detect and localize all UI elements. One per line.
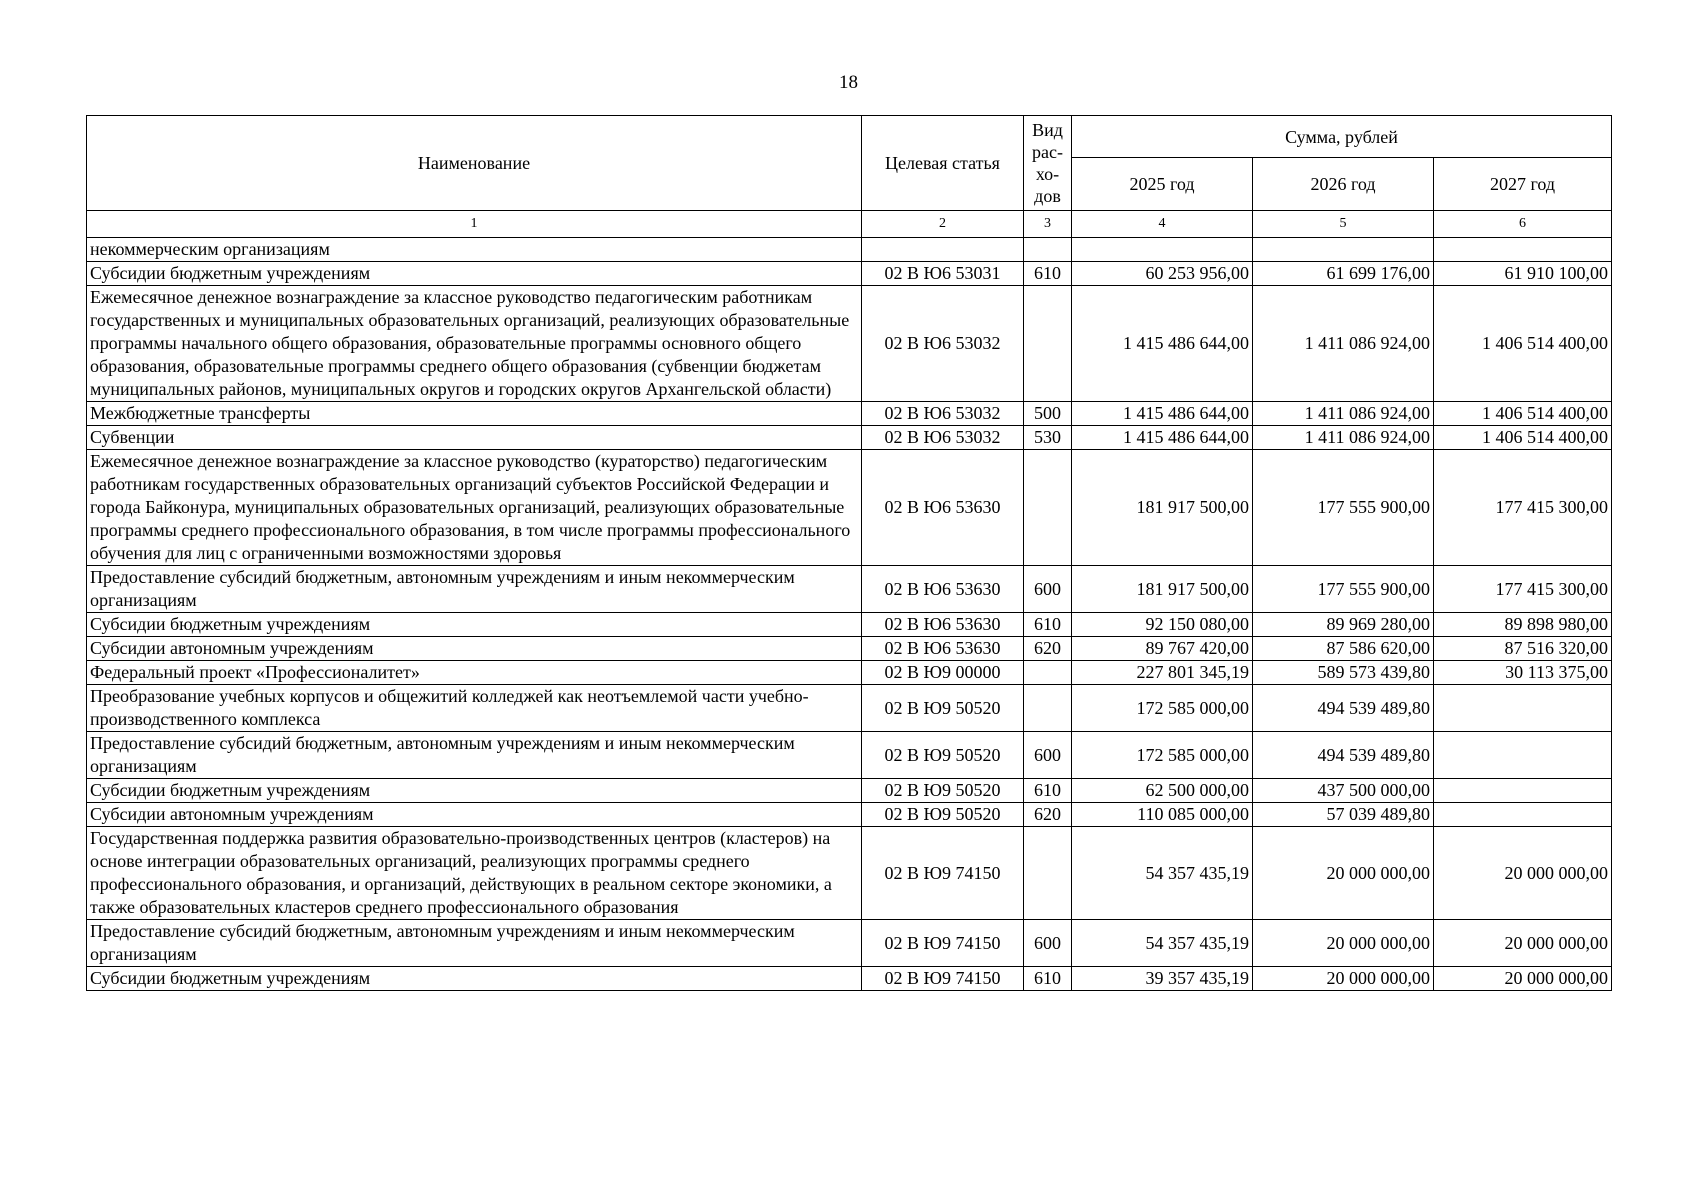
row-amount-2025: 54 357 435,19 [1072,827,1253,920]
row-amount-2025: 181 917 500,00 [1072,566,1253,613]
row-expense-type: 530 [1024,426,1072,450]
row-amount-2027 [1434,779,1612,803]
row-amount-2025: 89 767 420,00 [1072,637,1253,661]
row-amount-2025: 54 357 435,19 [1072,920,1253,967]
row-amount-2026: 177 555 900,00 [1253,450,1434,566]
table-row [87,613,1612,637]
table-row [87,732,1612,779]
row-amount-2025: 1 415 486 644,00 [1072,402,1253,426]
row-name: Субсидии бюджетным учреждениям [87,613,862,637]
table-row [87,262,1612,286]
row-amount-2025: 60 253 956,00 [1072,262,1253,286]
row-target-item: 02 В Ю6 53630 [862,637,1024,661]
row-target-item: 02 В Ю6 53630 [862,450,1024,566]
table-row [87,661,1612,685]
row-expense-type: 500 [1024,402,1072,426]
row-expense-type: 620 [1024,803,1072,827]
row-amount-2026: 177 555 900,00 [1253,566,1434,613]
row-expense-type: 610 [1024,967,1072,991]
row-expense-type: 610 [1024,779,1072,803]
row-name: Ежемесячное денежное вознаграждение за классное руководство педагогическим работникам государственных и муниципальных образовательных организаций, реализующих образовательные программы начального общего образования, образовательные программы основного общего образования, образовательные программы среднего общего образования (субвенции бюджетам муниципальных районов, муниципальных округов и городских округов Архангельской области) [87,286,862,402]
row-name: Субвенции [87,426,862,450]
row-name: Ежемесячное денежное вознаграждение за классное руководство (кураторство) педагогическим работникам государственных образовательных организаций субъектов Российской Федерации и города Байконура, муниципальных образовательных организаций, реализующих образовательные программы среднего профессионального образования, в том числе программы профессионального обучения для лиц с ограниченными возможностями здоровья [87,450,862,566]
row-target-item: 02 В Ю9 50520 [862,685,1024,732]
row-amount-2026: 494 539 489,80 [1253,732,1434,779]
table-row [87,566,1612,613]
row-target-item: 02 В Ю6 53032 [862,286,1024,402]
row-amount-2025: 62 500 000,00 [1072,779,1253,803]
row-expense-type [1024,685,1072,732]
row-amount-2026: 1 411 086 924,00 [1253,402,1434,426]
row-expense-type: 610 [1024,262,1072,286]
row-amount-2026: 437 500 000,00 [1253,779,1434,803]
row-name: Субсидии бюджетным учреждениям [87,262,862,286]
page-number: 18 [839,72,858,93]
row-target-item: 02 В Ю9 50520 [862,732,1024,779]
row-amount-2027: 20 000 000,00 [1434,967,1612,991]
header-year-2026: 2026 год [1253,158,1434,211]
header-year-2025: 2025 год [1072,158,1253,211]
row-amount-2025 [1072,238,1253,262]
row-expense-type: 600 [1024,732,1072,779]
table-row [87,920,1612,967]
row-amount-2027: 89 898 980,00 [1434,613,1612,637]
row-expense-type [1024,661,1072,685]
table-row [87,238,1612,262]
row-target-item: 02 В Ю6 53630 [862,613,1024,637]
table-row [87,637,1612,661]
row-amount-2027: 30 113 375,00 [1434,661,1612,685]
row-name: Государственная поддержка развития образовательно-производственных центров (кластеров) на основе интеграции образовательных организаций, реализующих программы среднего профессионального образования, и организаций, действующих в реальном секторе экономики, а также образовательных кластеров среднего профессионального образования [87,827,862,920]
table-row [87,685,1612,732]
row-amount-2027: 177 415 300,00 [1434,450,1612,566]
row-target-item: 02 В Ю9 50520 [862,779,1024,803]
table-row [87,827,1612,920]
row-expense-type: 600 [1024,920,1072,967]
column-number: 6 [1434,211,1612,238]
header-year-2027: 2027 год [1434,158,1612,211]
row-amount-2025: 1 415 486 644,00 [1072,426,1253,450]
row-amount-2025: 172 585 000,00 [1072,685,1253,732]
row-expense-type [1024,286,1072,402]
row-target-item: 02 В Ю9 74150 [862,827,1024,920]
row-amount-2027: 177 415 300,00 [1434,566,1612,613]
table-row [87,803,1612,827]
row-target-item: 02 В Ю6 53031 [862,262,1024,286]
row-amount-2027: 1 406 514 400,00 [1434,426,1612,450]
row-amount-2026: 20 000 000,00 [1253,920,1434,967]
row-amount-2025: 1 415 486 644,00 [1072,286,1253,402]
row-amount-2026: 57 039 489,80 [1253,803,1434,827]
row-name: Субсидии автономным учреждениям [87,803,862,827]
column-number: 5 [1253,211,1434,238]
row-amount-2026: 87 586 620,00 [1253,637,1434,661]
row-amount-2027 [1434,685,1612,732]
row-amount-2026: 61 699 176,00 [1253,262,1434,286]
row-expense-type: 610 [1024,613,1072,637]
table-row [87,450,1612,566]
row-amount-2026: 89 969 280,00 [1253,613,1434,637]
row-name: Межбюджетные трансферты [87,402,862,426]
row-amount-2027: 87 516 320,00 [1434,637,1612,661]
header-expense-type: Вид рас-хо-дов [1024,116,1072,211]
row-target-item: 02 В Ю9 00000 [862,661,1024,685]
row-amount-2026: 589 573 439,80 [1253,661,1434,685]
row-name: Субсидии бюджетным учреждениям [87,779,862,803]
row-expense-type [1024,827,1072,920]
row-amount-2026: 1 411 086 924,00 [1253,426,1434,450]
header-name: Наименование [87,116,862,211]
row-amount-2027 [1434,238,1612,262]
column-number: 4 [1072,211,1253,238]
row-name: Федеральный проект «Профессионалитет» [87,661,862,685]
row-amount-2027 [1434,732,1612,779]
row-amount-2026 [1253,238,1434,262]
row-amount-2025: 181 917 500,00 [1072,450,1253,566]
row-amount-2026: 20 000 000,00 [1253,827,1434,920]
row-target-item: 02 В Ю9 74150 [862,967,1024,991]
row-target-item: 02 В Ю9 50520 [862,803,1024,827]
row-expense-type [1024,450,1072,566]
row-amount-2027: 1 406 514 400,00 [1434,286,1612,402]
row-expense-type: 600 [1024,566,1072,613]
table-row [87,402,1612,426]
row-name: Предоставление субсидий бюджетным, автономным учреждениям и иным некоммерческим организациям [87,566,862,613]
header-sum: Сумма, рублей [1072,116,1612,158]
column-number: 1 [87,211,862,238]
row-amount-2027 [1434,803,1612,827]
row-amount-2027: 20 000 000,00 [1434,827,1612,920]
row-amount-2025: 92 150 080,00 [1072,613,1253,637]
row-amount-2026: 20 000 000,00 [1253,967,1434,991]
column-number: 3 [1024,211,1072,238]
row-target-item: 02 В Ю6 53630 [862,566,1024,613]
row-name: Предоставление субсидий бюджетным, автономным учреждениям и иным некоммерческим организациям [87,732,862,779]
row-amount-2027: 20 000 000,00 [1434,920,1612,967]
row-name: Субсидии бюджетным учреждениям [87,967,862,991]
column-number: 2 [862,211,1024,238]
row-name: Предоставление субсидий бюджетным, автономным учреждениям и иным некоммерческим организациям [87,920,862,967]
row-target-item: 02 В Ю6 53032 [862,402,1024,426]
row-target-item: 02 В Ю9 74150 [862,920,1024,967]
row-expense-type: 620 [1024,637,1072,661]
row-target-item [862,238,1024,262]
row-name: Преобразование учебных корпусов и общежитий колледжей как неотъемлемой части учебно-производственного комплекса [87,685,862,732]
row-amount-2025: 172 585 000,00 [1072,732,1253,779]
table-row [87,779,1612,803]
row-name: некоммерческим организациям [87,238,862,262]
row-amount-2025: 39 357 435,19 [1072,967,1253,991]
row-amount-2025: 227 801 345,19 [1072,661,1253,685]
table-row [87,967,1612,991]
row-amount-2026: 1 411 086 924,00 [1253,286,1434,402]
row-target-item: 02 В Ю6 53032 [862,426,1024,450]
row-amount-2025: 110 085 000,00 [1072,803,1253,827]
row-expense-type [1024,238,1072,262]
row-amount-2026: 494 539 489,80 [1253,685,1434,732]
table-row [87,286,1612,402]
table-row [87,426,1612,450]
table-body [87,238,1612,991]
row-amount-2027: 1 406 514 400,00 [1434,402,1612,426]
header-target-item: Целевая статья [862,116,1024,211]
row-name: Субсидии автономным учреждениям [87,637,862,661]
row-amount-2027: 61 910 100,00 [1434,262,1612,286]
budget-table [86,115,1612,991]
